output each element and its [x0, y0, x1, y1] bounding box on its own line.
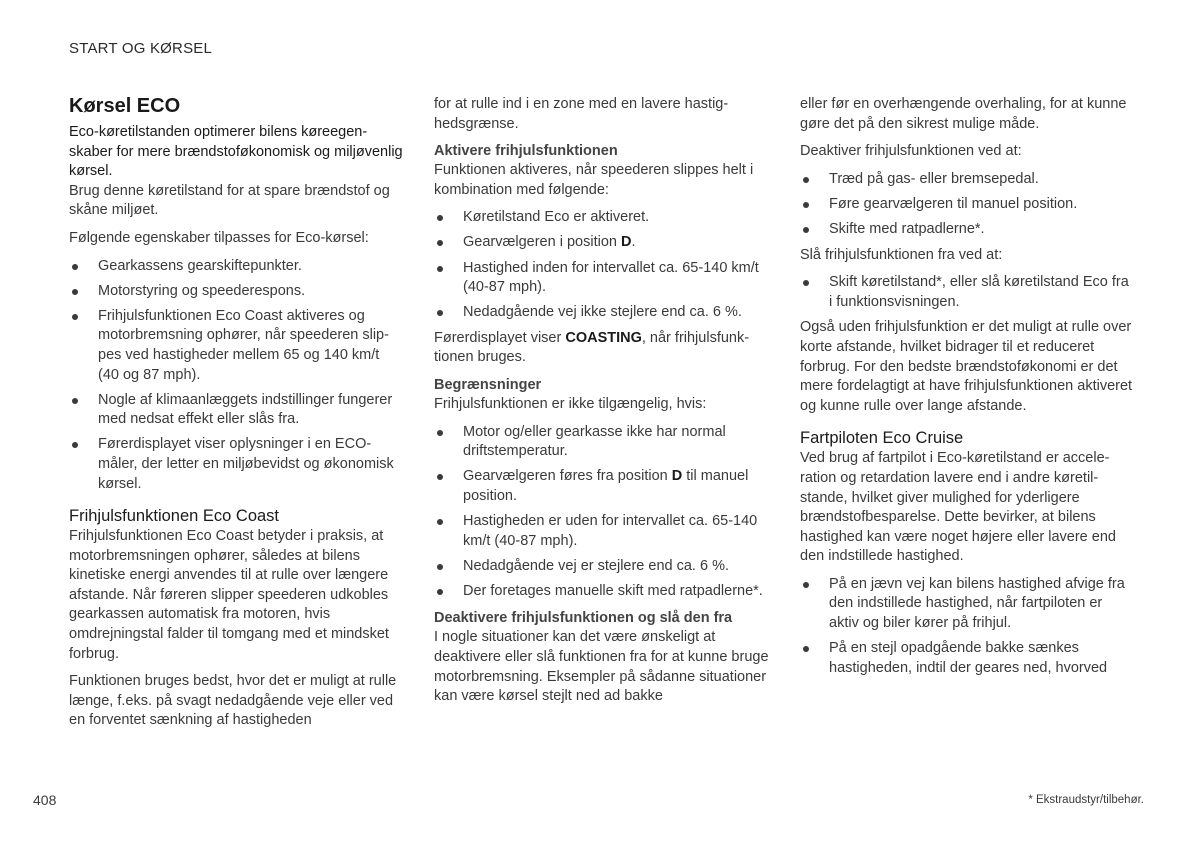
- list-item: Frihjulsfunktionen Eco Coast aktiveres og motorbremsning ophører, når speederen slippes ved hastigheder mellem 65 og 140 km/t (40 og 87 mph).: [69, 307, 404, 385]
- bullet-icon: [72, 398, 78, 404]
- paragraph: Deaktiver frihjulsfunktionen ved at:: [800, 143, 1022, 160]
- list-item: Skift køretilstand*, eller slå køretilstand Eco fra i funktionsvisningen.: [800, 273, 1135, 312]
- subsection-heading: Frihjulsfunktionen Eco Coast: [69, 507, 280, 526]
- bullet-list: [434, 208, 769, 322]
- bullet-icon: [803, 177, 809, 183]
- bullet-icon: [72, 264, 78, 270]
- list-item: Nedadgående vej ikke stejlere end ca. 6 %.: [434, 303, 769, 323]
- paragraph: for at rulle ind i en zone med en lavere hastighedsgrænse.: [434, 96, 729, 132]
- bullet-list: [800, 575, 1135, 678]
- bullet-icon: [437, 589, 443, 595]
- footnote: * Ekstraudstyr/tilbehør.: [1028, 794, 1144, 806]
- paragraph: Følgende egenskaber tilpasses for Eco-kørsel:: [69, 229, 369, 246]
- bullet-icon: [437, 430, 443, 436]
- bullet-icon: [803, 227, 809, 233]
- list-item: Førerdisplayet viser oplysninger i en ECO-måler, der letter en miljøbevidst og økonomisk kørsel.: [69, 435, 404, 494]
- list-item: Hastighed inden for intervallet ca. 65-140 km/t (40-87 mph).: [434, 259, 769, 298]
- bullet-list: [800, 170, 1135, 240]
- paragraph: Også uden frihjulsfunktion er det muligt at rulle over korte afstande, hvilket bidrager til et reduceret forbrug. For den bedste brændstoføkonomi er det mere fordelagtigt at have frihjulsfunktionen aktiveret og kunne rulle over lange afstande.: [800, 319, 1133, 414]
- bullet-icon: [803, 280, 809, 286]
- list-item: Føre gearvælgeren til manuel position.: [800, 195, 1135, 215]
- bullet-icon: [437, 564, 443, 570]
- bullet-list: [434, 423, 769, 602]
- bullet-list: [800, 273, 1135, 312]
- paragraph: Brug denne køretilstand for at spare brændstof og skåne miljøet.: [69, 182, 390, 219]
- list-item: Der foretages manuelle skift med ratpadlerne*.: [434, 582, 769, 602]
- bullet-icon: [437, 266, 443, 272]
- bullet-list: [69, 257, 404, 495]
- paragraph: I nogle situationer kan det være ønskeligt at deaktivere eller slå funktionen fra for at kunne bruge motorbremsning. Eksempler på sådanne situationer kan være kørsel stejlt ned ad bakke: [434, 629, 769, 705]
- intro-text: Eco-køretilstanden optimerer bilens køreegenskaber for mere brændstoføkonomisk og miljøvenlig kørsel.: [69, 124, 403, 180]
- subheading-activate: Aktivere frihjulsfunktionen: [434, 143, 618, 160]
- bullet-icon: [437, 474, 443, 480]
- paragraph: Frihjulsfunktionen er ikke tilgængelig, hvis:: [434, 396, 707, 413]
- list-item: Hastigheden er uden for intervallet ca. 65-140 km/t (40-87 mph).: [434, 512, 769, 551]
- paragraph: Slå frihjulsfunktionen fra ved at:: [800, 246, 1003, 263]
- list-item: Nogle af klimaanlæggets indstillinger fungerer med nedsat effekt eller slås fra.: [69, 391, 404, 430]
- bullet-icon: [437, 240, 443, 246]
- paragraph: eller før en overhængende overhaling, for at kunne gøre det på den sikrest mulige måde.: [800, 96, 1127, 132]
- bullet-icon: [72, 289, 78, 295]
- paragraph: Funktionen bruges bedst, hvor det er muligt at rulle længe, f.eks. på svagt nedadgående veje eller ved en forventet sænkning af hastigheden: [69, 673, 397, 729]
- list-item: På en stejl opadgående bakke sænkes hastigheden, indtil der geares ned, hvorved: [800, 639, 1135, 678]
- list-item: Gearvælgeren i position D.: [434, 233, 769, 253]
- bullet-icon: [437, 310, 443, 316]
- list-item: Motorstyring og speederespons.: [69, 282, 404, 302]
- list-item: På en jævn vej kan bilens hastighed afvige fra den indstillede hastighed, når fartpiloten er aktiv og biler kører på frihjul.: [800, 575, 1135, 634]
- bullet-icon: [72, 442, 78, 448]
- bullet-icon: [803, 202, 809, 208]
- column-2: [434, 95, 769, 707]
- list-item: Skifte med ratpadlerne*.: [800, 220, 1135, 240]
- list-item: Træd på gas- eller bremsepedal.: [800, 170, 1135, 190]
- list-item: Gearvælgeren føres fra position D til manuel position.: [434, 467, 769, 506]
- bullet-icon: [803, 646, 809, 652]
- list-item: Gearkassens gearskiftepunkter.: [69, 257, 404, 277]
- subheading-deactivate: Deaktivere frihjulsfunktionen og slå den fra: [434, 610, 733, 627]
- bullet-icon: [437, 519, 443, 525]
- bullet-icon: [803, 582, 809, 588]
- paragraph: Ved brug af fartpilot i Eco-køretilstand er acceleration og retardation lavere end i andre køretilstande, hvilket giver mulighed for yderligere brændstofbesparelse. Dette bevirker, at bilens hastighed kan være noget højere eller lavere end den indstillede hastighed.: [800, 450, 1116, 565]
- subsection-heading: Fartpiloten Eco Cruise: [800, 429, 964, 448]
- subheading-limitations: Begrænsninger: [434, 377, 542, 394]
- paragraph: Funktionen aktiveres, når speederen slippes helt i kombination med følgende:: [434, 162, 754, 198]
- paragraph: Førerdisplayet viser COASTING, når frihjulsfunktionen bruges.: [434, 329, 750, 366]
- list-item: Motor og/eller gearkasse ikke har normal driftstemperatur.: [434, 423, 769, 462]
- running-header: START OG KØRSEL: [69, 40, 213, 57]
- column-3: [800, 95, 1135, 684]
- list-item: Nedadgående vej er stejlere end ca. 6 %.: [434, 557, 769, 577]
- paragraph: Frihjulsfunktionen Eco Coast betyder i praksis, at motorbremsningen ophører, således at bilens kinetiske energi anvendes til at rulle over længere afstande. Når føreren slipper speederen udkobles gearkassen automatisk fra motoren, hvis omdrejningstal falder til tomgang med et mindsket forbrug.: [69, 528, 389, 662]
- list-item: Køretilstand Eco er aktiveret.: [434, 208, 769, 228]
- bullet-icon: [72, 314, 78, 320]
- page-number: 408: [33, 792, 57, 808]
- column-1: [69, 94, 404, 731]
- bullet-icon: [437, 215, 443, 221]
- section-title: Kørsel ECO: [69, 95, 181, 117]
